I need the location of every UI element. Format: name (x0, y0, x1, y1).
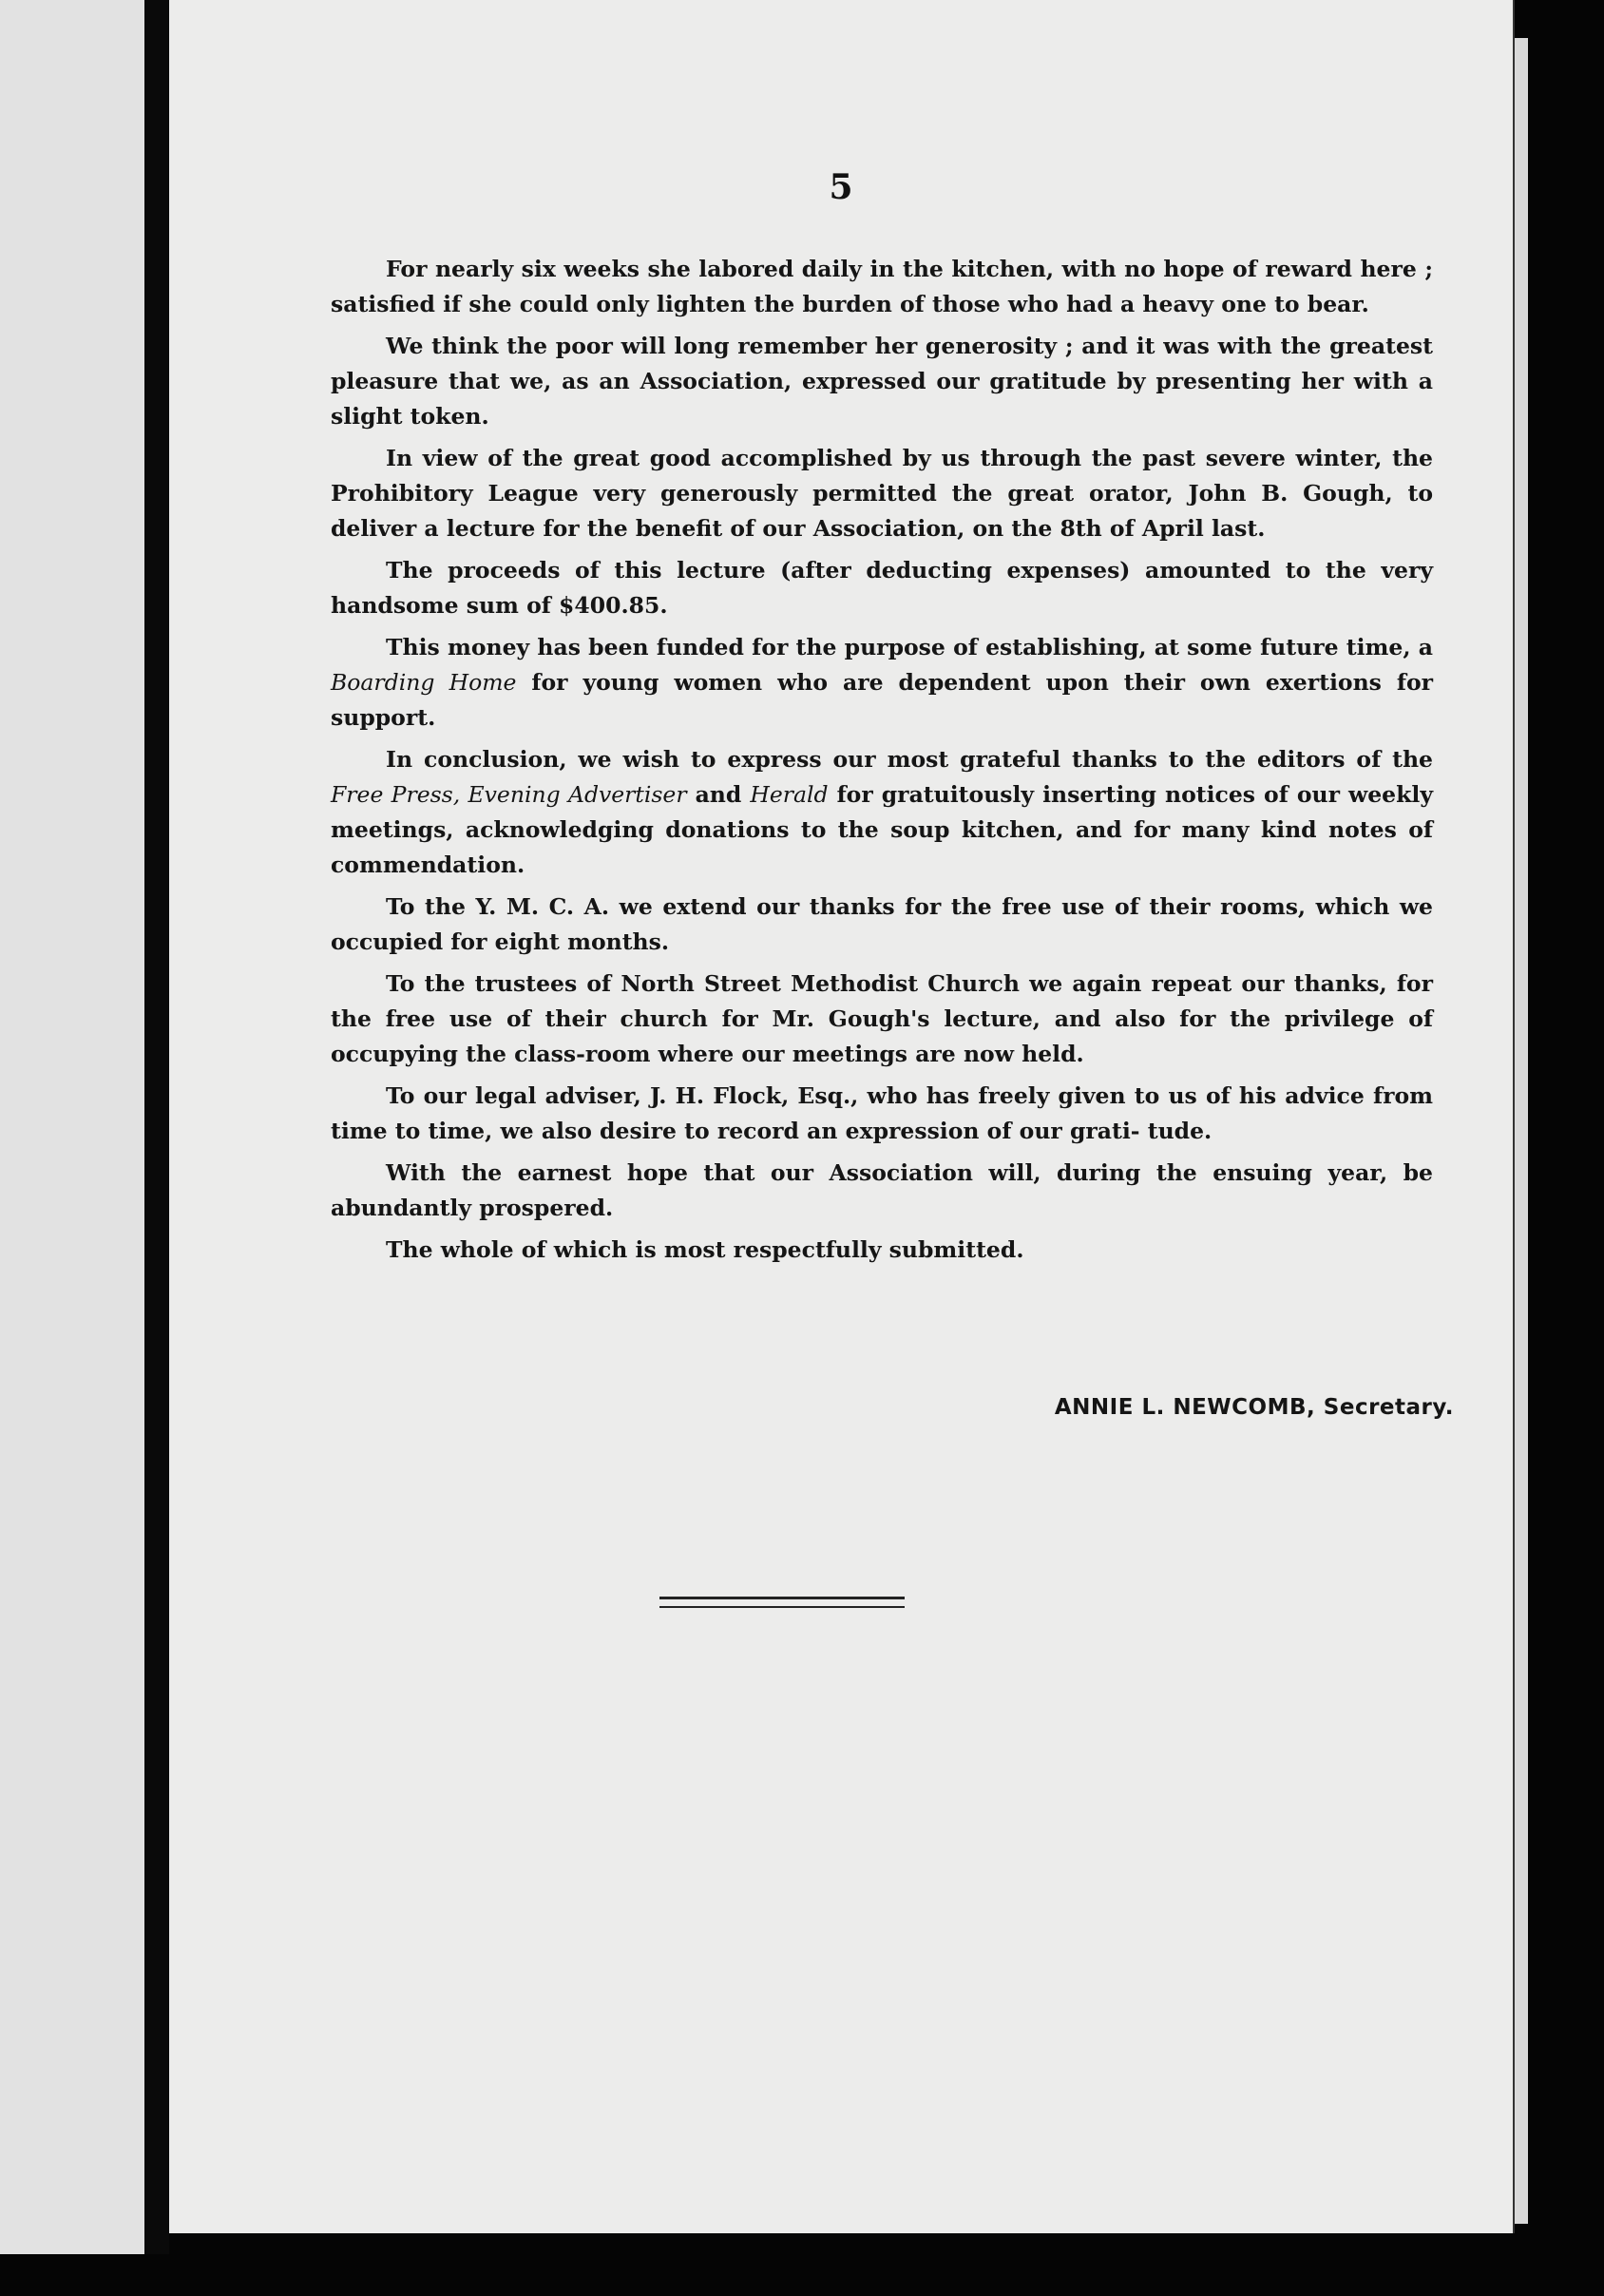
paragraph-text: To the trustees of North Street Methodist Church we again repeat our thanks, for the free use of their church for Mr. Gough's lecture, and also for the privilege of occupying the class-room where our meetings are now held. (331, 970, 1433, 1067)
italic-title: Herald (750, 781, 829, 808)
paragraph (331, 1079, 1433, 1156)
paragraph (331, 1156, 1433, 1233)
paragraph (331, 553, 1433, 630)
closing-rule-top (659, 1597, 905, 1599)
paragraph-text: In view of the great good accomplished by us through the past severe winter, the Prohibitory League very generously permitted the great orator, John B. Gough, to deliver a lecture for the benefit of our Association, on the 8th of April last. (331, 445, 1433, 542)
body-text (331, 252, 1433, 1274)
page-edge-right (1515, 38, 1528, 2224)
paragraph-text: In conclusion, we wish to express our most grateful thanks to the editors of the (386, 746, 1433, 773)
paragraph (331, 1233, 1433, 1274)
paragraph-text: and (686, 781, 751, 808)
paragraph-text: for young women who are dependent upon their own exertions for support. (331, 669, 1433, 731)
paragraph (331, 742, 1433, 890)
paragraph-text: With the earnest hope that our Association will, during the ensuing year, be abundantly prospered. (331, 1159, 1433, 1221)
facing-page-edge (0, 0, 144, 2254)
paragraph (331, 890, 1433, 966)
paragraph (331, 441, 1433, 553)
paragraph (331, 966, 1433, 1079)
paragraph (331, 329, 1433, 441)
book-gutter (144, 0, 169, 2254)
italic-title: Boarding Home (331, 669, 517, 696)
paragraph (331, 252, 1433, 329)
paragraph-text: The proceeds of this lecture (after deducting expenses) amounted to the very handsome sum of $400.85. (331, 557, 1433, 619)
document-page (169, 0, 1515, 2233)
italic-title: Free Press, Evening Advertiser (331, 781, 687, 808)
paragraph-text: To the Y. M. C. A. we extend our thanks for the free use of their rooms, which we occupied for eight months. (331, 893, 1433, 955)
page-number: 5 (829, 167, 853, 207)
paragraph (331, 630, 1433, 742)
paragraph-text: To our legal adviser, J. H. Flock, Esq., who has freely given to us of his advice from time to time, we also desire to record an expression of our grati- tude. (331, 1082, 1433, 1144)
signature: ANNIE L. NEWCOMB, Secretary. (1054, 1395, 1454, 1420)
paragraph-text: This money has been funded for the purpose of establishing, at some future time, a (386, 634, 1433, 660)
paragraph-text: For nearly six weeks she labored daily in the kitchen, with no hope of reward here ; satisfied if she could only lighten the burden of those who had a heavy one to bear. (331, 256, 1433, 317)
closing-rule-bottom (659, 1606, 905, 1608)
paragraph-text: We think the poor will long remember her generosity ; and it was with the greatest pleasure that we, as an Association, expressed our gratitude by presenting her with a slight token. (331, 333, 1433, 430)
paragraph-text: The whole of which is most respectfully submitted. (386, 1236, 1024, 1263)
paragraph-text: for gratuitously inserting notices of our weekly meetings, acknowledging donations to the soup kitchen, and for many kind notes of commendation. (331, 781, 1433, 878)
